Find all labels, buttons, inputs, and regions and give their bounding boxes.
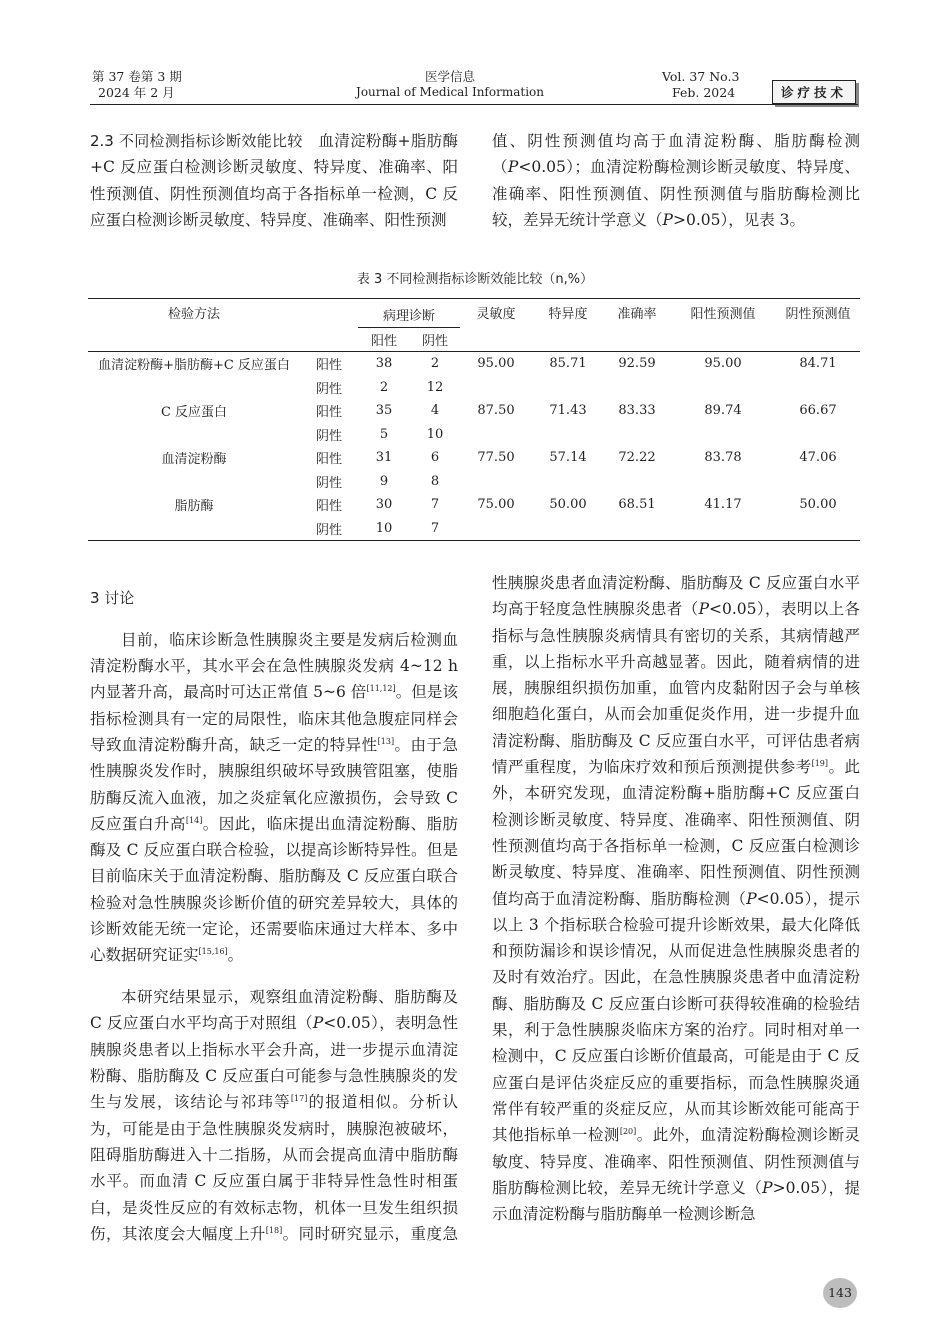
header-volume-en: Vol. 37 No.3 (662, 69, 740, 84)
discussion-heading: 3 讨论 (90, 589, 135, 607)
col-pathology-negative: 阴性 (421, 333, 448, 349)
section-2-3-heading: 2.3 不同检测指标诊断效能比较 (90, 132, 303, 150)
col-method: 检验方法 (88, 299, 300, 352)
discussion-flow (90, 570, 860, 1260)
table-row: 阴性 2 12 (315, 379, 444, 397)
header-journal-en: Journal of Medical Information (356, 85, 544, 99)
discussion-paragraph-1: 目前，临床诊断急性胰腺炎主要是发病后检测血清淀粉酶水平，其水平会在急性胰腺炎发病 4~12 h 内显著升高，最高时可达正常值 5~6 倍[11,12]。但是该指标检测具有一定的局限性，临床其他急腹症同样会导致血清淀粉酶升高，缺乏一定的特异性[13]。由于急性胰腺炎发作时，胰腺组织破坏导致胰管阻塞，使脂肪酶反流入血液，加之炎症氧化应激损伤，会导致 C 反应蛋白升高[14]。因此，临床提出血清淀粉酶、脂肪酶及 C 反应蛋白联合检验，以提高诊断特异性。但是目前临床关于血清淀粉酶、脂肪酶及 C 反应蛋白联合检验对急性胰腺炎诊断价值的研究差异较大，具体的诊断效能无统一定论，还需要临床通过大样本、多中心数据研究证实[15,16]。 (90, 630, 458, 965)
table-caption: 表 3 不同检测指标诊断效能比较（n,%） (356, 272, 594, 287)
table-row: C 反应蛋白 阳性 35 4 87.50 71.43 83.33 89.74 66.67 (88, 399, 860, 423)
table-row: 血清淀粉酶 阳性 31 6 77.50 57.14 72.22 83.78 47.06 (88, 446, 860, 470)
header-volume-cn: 第 37 卷第 3 期 (92, 69, 182, 84)
header-journal-cn: 医学信息 (424, 69, 475, 84)
section-2-3-text-r3: 0.05），见表 3。 (685, 210, 806, 229)
section-2-3-right: 值、阴性预测值均高于血清淀粉酶、脂肪酶检测（P<0.05）；血清淀粉酶检测诊断灵敏度、特异度、准确率、阳性预测值、阴性预测值与脂肪酶检测比较，差异无统计学意义（P>0.05），见表 3。 (492, 132, 860, 229)
table-row: 阴性 5 10 (315, 426, 444, 444)
section-label-badge: 诊疗技术 (772, 80, 856, 104)
table-row: 脂肪酶 阳性 30 7 75.00 50.00 68.51 41.17 50.00 (88, 493, 860, 517)
page-number: 143 (823, 1278, 857, 1308)
header-rule (90, 104, 858, 105)
section-2-3-text-r1: 值、阴性预测值均高于血清淀粉酶、脂肪酶检测（ (492, 132, 860, 177)
row-method: 血清淀粉酶+脂肪酶+C 反应蛋白 (88, 352, 300, 376)
col-accuracy: 准确率 (604, 299, 670, 352)
table-row: 阴性 9 8 (315, 473, 440, 491)
col-npv: 阴性预测值 (776, 299, 860, 352)
col-specificity: 特异度 (532, 299, 604, 352)
col-sensitivity: 灵敏度 (460, 299, 532, 352)
section-2-3-text: 血清淀粉酶+脂肪酶+C 反应蛋白检测诊断灵敏度、特异度、准确率、阳性预测值、阴性预测值均高于各指标单一检测，C 反应蛋白检测诊断灵敏度、特异度、准确率、阳性预测 (90, 132, 458, 229)
col-pathology-positive: 阳性 (370, 333, 397, 349)
col-pathology: 病理诊断 (358, 299, 460, 328)
header-date-cn: 2024 年 2 月 (98, 85, 175, 100)
header-date-en: Feb. 2024 (672, 85, 736, 100)
section-2-3-left (90, 128, 458, 233)
discussion-paragraph-2: 本研究结果显示，观察组血清淀粉酶、脂肪酶及 C 反应蛋白水平均高于对照组（P<0.05），表明急性胰腺炎患者以上指标水平会升高，进一步提示血清淀粉酶、脂肪酶及 C 反应蛋白可能参与急性胰腺炎的发生与发展，该结论与祁玮等[17]的报道相似。分析认为，可能是由于急性胰腺炎发病时，胰腺泡被破坏，阻碍脂肪酶进入十二指肠，从而会提高血清中脂肪酶水平。而血清 C 反应蛋白属于非特异性急性时相蛋白，是炎性反应的有效标志物，机体一旦发生组织损伤，其浓度会大幅度上升[18]。同时研究显示，重度急性胰腺炎患者血清淀粉酶、脂肪酶及 C 反应蛋白水平均高于轻度急性胰腺炎患者（P<0.05），表明以上各指标与急性胰腺炎病情具有密切的关系，其病情越严重，以上指标水平升高越显著。因此，随着病情的进展，胰腺组织损伤加重，血管内皮黏附因子会与单核细胞趋化蛋白，从而会加重促炎作用，进一步提升血清淀粉酶、脂肪酶及 C 反应蛋白水平，可评估患者病情严重程度，为临床疗效和预后预测提供参考[19]。此外，本研究发现，血清淀粉酶+脂肪酶+C 反应蛋白检测诊断灵敏度、特异度、准确率、阳性预测值、阴性预测值均高于各指标单一检测，C 反应蛋白检测诊断灵敏度、特异度、准确率、阳性预测值、阴性预测值均高于血清淀粉酶、脂肪酶检测（P<0.05），提示以上 3 个指标联合检验可提升诊断效果，最大化降低和预防漏诊和误诊情况，从而促进急性胰腺炎患者的及时有效治疗。因此，在急性胰腺炎患者中血清淀粉酶、脂肪酶及 C 反应蛋白诊断可获得较准确的检验结果，利于急性胰腺炎临床方案的治疗。同时相对单一检测中，C 反应蛋白诊断价值最高，可能是由于 C 反应蛋白是评估炎症反应的重要指标，而急性胰腺炎通常伴有较严重的炎症反应，从而其诊断效能可能高于其他指标单一检测[20]。此外，血清淀粉酶检测诊断灵敏度、特异度、准确率、阳性预测值、阴性预测值与脂肪酶检测比较，差异无统计学意义（P>0.05），提示血清淀粉酶与脂肪酶单一检测诊断急 (90, 574, 860, 1243)
row-method: C 反应蛋白 (160, 405, 228, 421)
table-row: 血清淀粉酶+脂肪酶+C 反应蛋白 阳性 38 2 95.00 85.71 92.59 95.00 84.71 (88, 352, 860, 376)
col-ppv: 阳性预测值 (670, 299, 776, 352)
row-method: 脂肪酶 (174, 499, 214, 515)
diagnostic-efficacy-table (88, 298, 860, 541)
table-row: 阴性 10 7 (88, 517, 860, 541)
section-2-3-text-r2: 0.05）；血清淀粉酶检测诊断灵敏度、特异度、准确率、阳性预测值、阴性预测值与脂肪酶检测比较，差异无统计学意义（ (492, 158, 860, 229)
row-method: 血清淀粉酶 (161, 452, 227, 468)
